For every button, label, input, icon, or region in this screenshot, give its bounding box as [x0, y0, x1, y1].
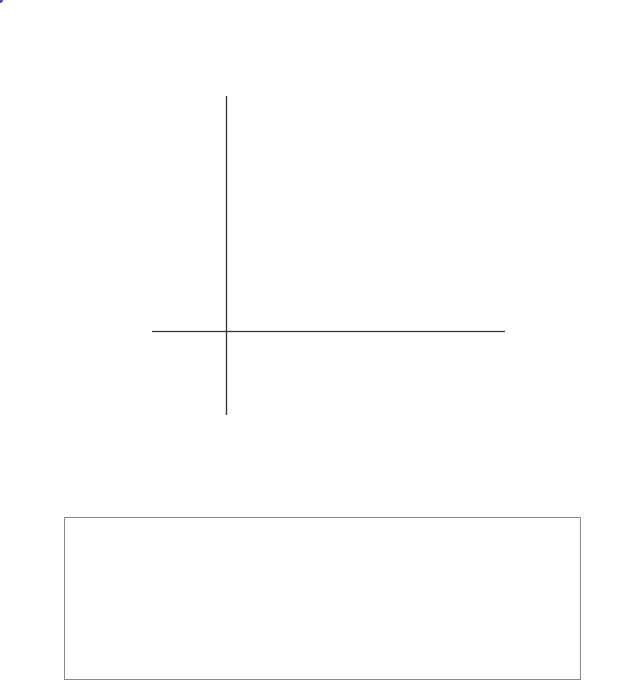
axes [152, 96, 505, 415]
answer-box[interactable] [64, 517, 581, 680]
intersection-point-1-1 [0, 0, 3, 3]
